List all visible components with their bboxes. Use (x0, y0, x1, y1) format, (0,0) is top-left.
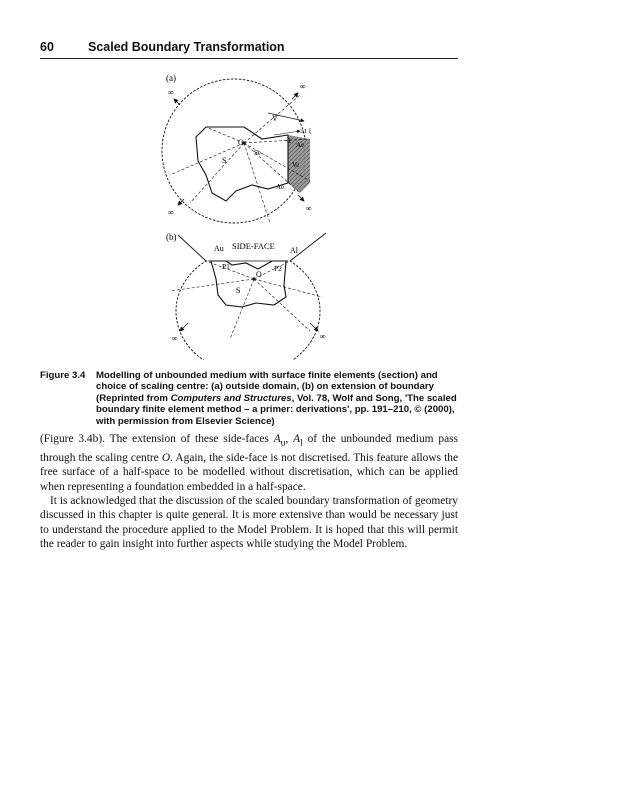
panel-b-infinity-right: ∞ (320, 332, 326, 341)
panel-a-infinity-br: ∞ (306, 204, 312, 213)
panel-a-label-Ve: Ve (292, 161, 300, 169)
paragraph-1: (Figure 3.4b). The extension of these side-faces $A_u$, $A_l$ of the unbounded medium pass through the scaling centre O. Again, the side-face is not discretised. This feature allows the free surface of a half-space to be modelled without discretisation, which can be applied when representing a foundation embedded in a half-space. (40, 433, 459, 493)
panel-a-label-gte1: ≥1 ξ (300, 128, 312, 135)
page-number: 60 (40, 40, 54, 54)
panel-a-label-Ae-top: Ae (296, 141, 305, 149)
caption-text: Modelling of unbounded medium with surface finite elements (section) and choice of scaling centre: (a) outside domain, (b) on extension of boundary (Reprinted from Computers and Structures, Vol. 78, Wolf and Song, 'The scaled boundary finite element method – a primer: derivations', pp. 191–210, © (2000), with permission from Elsevier Science) (96, 370, 457, 427)
panel-a-label-Ae-bottom: Ae (276, 183, 285, 191)
panel-b-label: (b) (166, 232, 177, 242)
panel-b-label-Au: Au (214, 244, 224, 253)
panel-a-infinite-boundary (162, 79, 306, 223)
panel-a-infinity-tl: ∞ (168, 88, 174, 97)
panel-b-infinity-left: ∞ (172, 334, 178, 343)
panel-a-label-O: O (238, 138, 244, 147)
caption-journal: Computers and Structures (170, 392, 292, 404)
panel-b-label-S: S (236, 286, 241, 295)
running-title: Scaled Boundary Transformation (88, 40, 285, 54)
running-header (40, 38, 458, 59)
panel-a-label-S: S (222, 156, 227, 165)
panel-a-infinity-bl: ∞ (168, 208, 174, 217)
panel-b-label-side-face: SIDE-FACE (232, 241, 275, 251)
panel-b (166, 232, 326, 360)
caption-label: Figure 3.4 (40, 370, 86, 381)
panel-b-infinite-boundary (176, 261, 320, 360)
panel-b-label-O: O (256, 270, 262, 279)
panel-a-label-minus1: −1 (284, 137, 292, 145)
figure-3-4 (150, 65, 350, 360)
panel-b-label-P1: P1 (222, 262, 230, 271)
panel-a-label-V: V (272, 114, 278, 123)
panel-b-label-Al: Al (290, 246, 298, 255)
body-text (40, 432, 458, 552)
panel-b-label-P2: P2 (274, 264, 282, 273)
panel-a-label: (a) (166, 73, 176, 83)
panel-a-infinity-tr: ∞ (300, 82, 306, 91)
panel-a (162, 73, 312, 223)
panel-a-label-Se: Se (254, 149, 261, 157)
paragraph-2: It is acknowledged that the discussion of the scaled boundary transformation of geometry discussed in this chapter is quite general. It is more extensive than would be necessary just to understand the procedure applied to the Model Problem. It is hoped that this will permit the reader to gain insight into further aspects while studying the Model Problem. (40, 494, 458, 551)
